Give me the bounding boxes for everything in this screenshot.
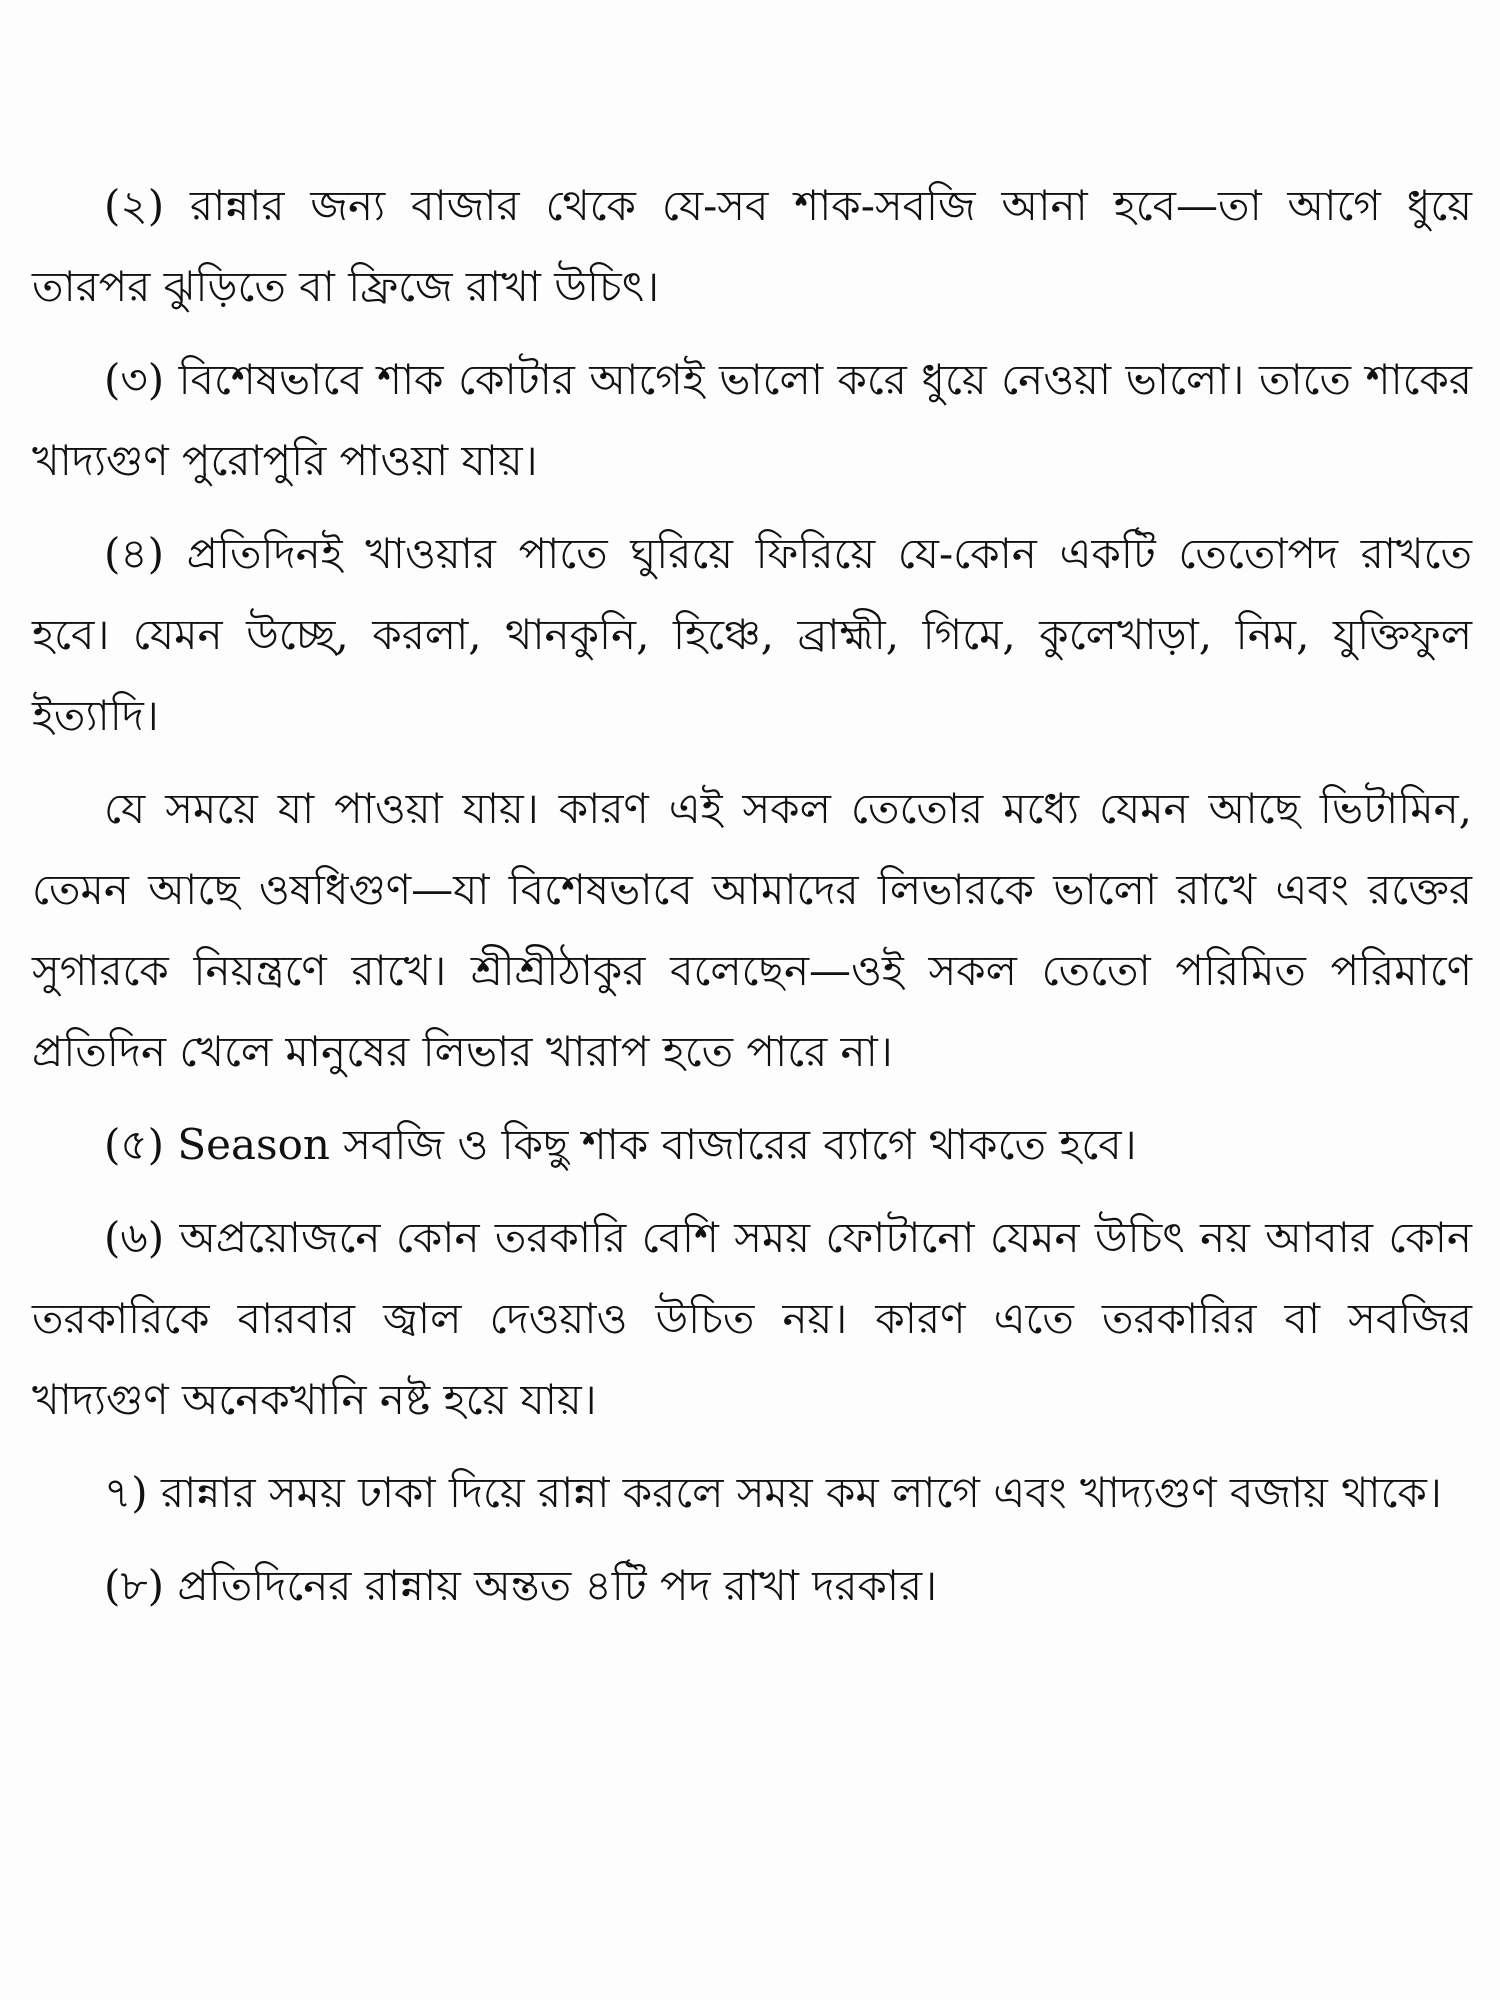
document-body [32, 165, 1472, 1626]
paragraph-item-6: (৬) অপ্রয়োজনে কোন তরকারি বেশি সময় ফোটানো যেমন উচিৎ নয় আবার কোন তরকারিকে বারবার জ্বাল দেওয়াও উচিত নয়। কারণ এতে তরকারির বা সবজির খাদ্যগুণ অনেকখানি নষ্ট হয়ে যায়। [32, 1213, 1472, 1424]
paragraph-item-2: (২) রান্নার জন্য বাজার থেকে যে-সব শাক-সবজি আনা হবে—তা আগে ধুয়ে তারপর ঝুড়িতে বা ফ্রিজে রাখা উচিৎ। [32, 181, 1472, 311]
paragraph-item-4: (৪) প্রতিদিনই খাওয়ার পাতে ঘুরিয়ে ফিরিয়ে যে-কোন একটি তেতোপদ রাখতে হবে। যেমন উচ্ছে, করলা, থানকুনি, হিঞ্চে, ব্রাহ্মী, গিমে, কুলেখাড়া, নিম, যুক্তিফুল ইত্যাদি। [32, 529, 1472, 740]
paragraph-item-8: (৮) প্রতিদিনের রান্নায় অন্তত ৪টি পদ রাখা দরকার। [104, 1561, 938, 1610]
paragraph-item-7: ৭) রান্নার সময় ঢাকা দিয়ে রান্না করলে সময় কম লাগে এবং খাদ্যগুণ বজায় থাকে। [104, 1468, 1442, 1517]
paragraph-continuation: যে সময়ে যা পাওয়া যায়। কারণ এই সকল তেতোর মধ্যে যেমন আছে ভিটামিন, তেমন আছে ওষধিগুণ—যা বিশেষভাবে আমাদের লিভারকে ভালো রাখে এবং রক্তের সুগারকে নিয়ন্ত্রণে রাখে। শ্রীশ্রীঠাকুর বলেছেন—ওই সকল তেতো পরিমিত পরিমাণে প্রতিদিন খেলে মানুষের লিভার খারাপ হতে পারে না। [32, 784, 1472, 1076]
paragraph-item-5: (৫) Season সবজি ও কিছু শাক বাজারের ব্যাগে থাকতে হবে। [104, 1120, 1137, 1169]
paragraph-item-3: (৩) বিশেষভাবে শাক কোটার আগেই ভালো করে ধুয়ে নেওয়া ভালো। তাতে শাকের খাদ্যগুণ পুরোপুরি পাওয়া যায়। [32, 355, 1472, 485]
